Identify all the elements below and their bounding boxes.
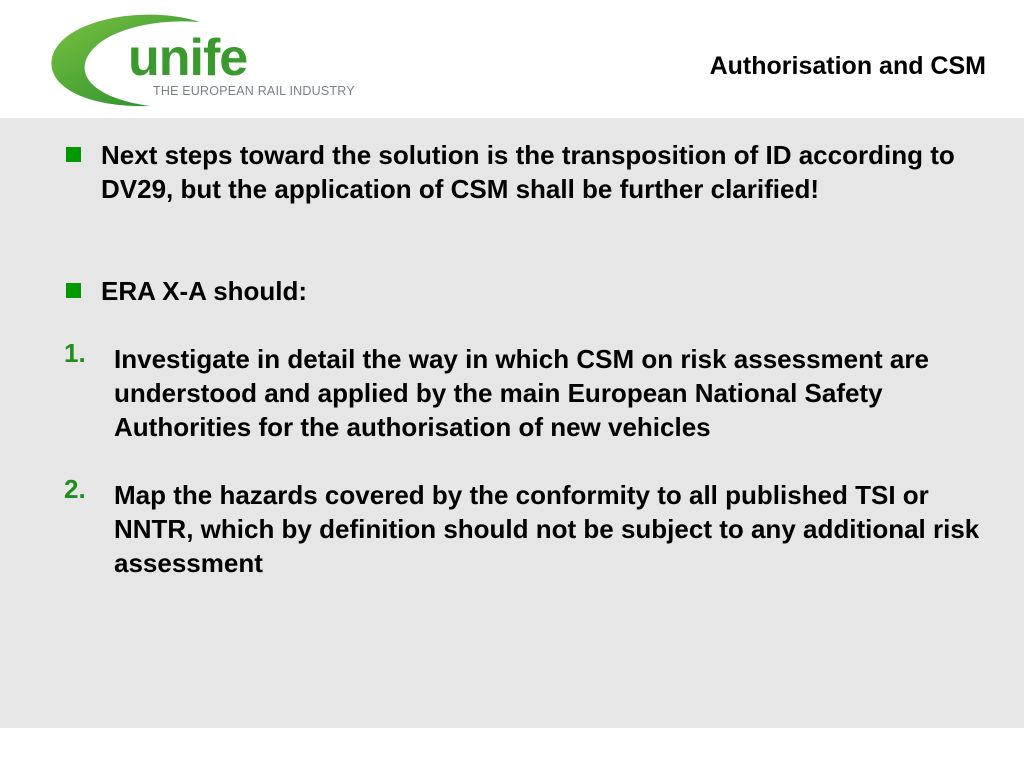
item-number: 1.	[64, 338, 86, 368]
slide-header	[0, 0, 1024, 118]
square-bullet-icon	[66, 147, 81, 162]
item-number: 2.	[64, 474, 86, 504]
unife-logo	[50, 10, 360, 110]
bullet-text: ERA X-A should:	[101, 276, 308, 306]
content-area	[0, 118, 1024, 728]
square-bullet-icon	[66, 283, 81, 298]
logo-wordmark: unife	[128, 29, 248, 87]
numbered-text: Investigate in detail the way in which CSM on risk assessment are understood and applied by the main European National Safety Authorities for the authorisation of new vehicles	[114, 344, 929, 442]
numbered-text: Map the hazards covered by the conformity to all published TSI or NNTR, which by definition should not be subject to any additional risk assessment	[114, 480, 980, 578]
bullet-text: Next steps toward the solution is the transposition of ID according to DV29, but the application of CSM shall be further clarified!	[101, 140, 955, 204]
logo-tagline: THE EUROPEAN RAIL INDUSTRY	[153, 84, 355, 98]
slide-title: Authorisation and CSM	[709, 52, 986, 80]
